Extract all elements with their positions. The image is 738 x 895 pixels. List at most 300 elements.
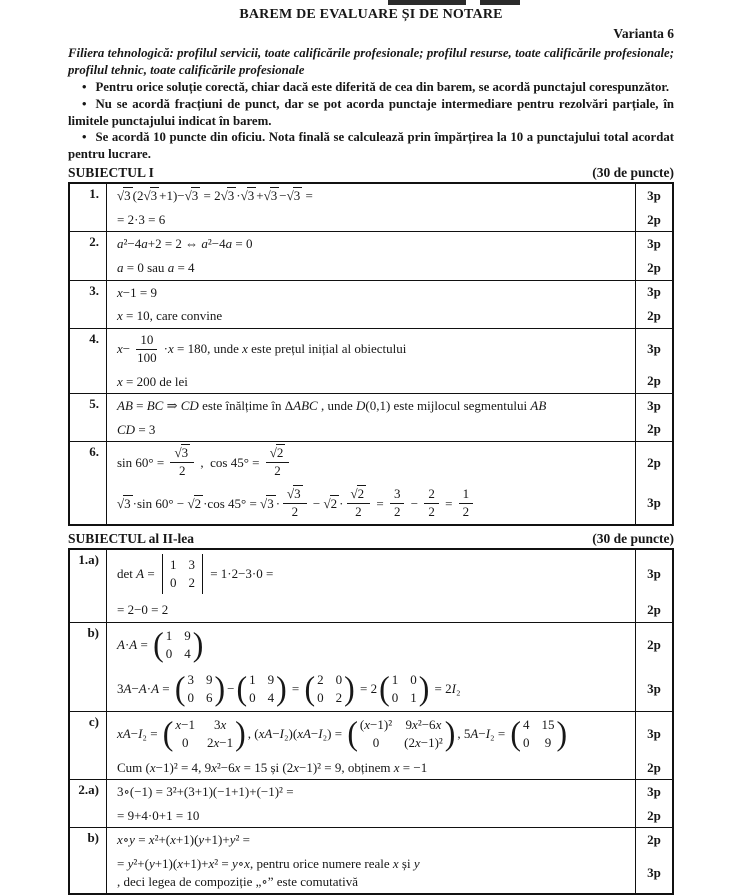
math-text: x bbox=[117, 373, 123, 389]
math-text: AB bbox=[530, 398, 547, 414]
points-value: 2p bbox=[647, 454, 661, 470]
radicand bbox=[270, 187, 280, 203]
math-text: − bbox=[122, 341, 131, 357]
upright-text: det bbox=[117, 566, 137, 582]
math-text: · bbox=[339, 495, 344, 511]
radicand bbox=[357, 485, 367, 501]
matrix-cell bbox=[542, 716, 555, 734]
radicand bbox=[123, 187, 133, 203]
matrix-cell bbox=[542, 734, 555, 752]
math-text: 0 bbox=[169, 575, 177, 591]
radicand bbox=[330, 495, 340, 511]
bullet-icon: • bbox=[82, 80, 87, 95]
math-text: 100 bbox=[137, 349, 157, 365]
math-text: 60° = bbox=[135, 454, 168, 470]
sqrt-radical bbox=[185, 187, 201, 205]
matrix-cell bbox=[523, 716, 530, 734]
bullet-icon: • bbox=[82, 130, 87, 145]
matrix-grid bbox=[188, 671, 213, 707]
fraction-numerator bbox=[136, 333, 157, 350]
points-value: 3p bbox=[647, 495, 661, 511]
upright-text: , bbox=[198, 759, 205, 775]
solution-content bbox=[107, 756, 636, 780]
math-text: = bbox=[137, 636, 152, 652]
math-text: I bbox=[138, 726, 143, 742]
matrix-grid bbox=[166, 627, 191, 663]
math-text: 3 bbox=[181, 445, 189, 461]
math-text: ₂)( bbox=[284, 726, 298, 742]
fraction-numerator bbox=[347, 487, 371, 504]
math-text: ∘ bbox=[237, 856, 245, 872]
section-heading-row bbox=[68, 165, 674, 181]
points-value: 2p bbox=[647, 636, 661, 652]
bullet-text: Pentru orice soluție corectă, chiar dacă este diferită de cea din barem, se acordă punctajul corespunzător. bbox=[95, 80, 670, 95]
left-paren-icon: ( bbox=[347, 715, 358, 753]
math-text: xA bbox=[117, 726, 131, 742]
math-text: 3 bbox=[124, 188, 131, 204]
math-text: 3 bbox=[117, 680, 124, 696]
sqrt-radical bbox=[117, 495, 133, 513]
solution-line bbox=[107, 184, 672, 208]
math-text: y bbox=[413, 856, 420, 872]
radical-sign-icon: √ bbox=[220, 188, 228, 204]
solution-content bbox=[107, 394, 636, 418]
math-text: 4 bbox=[184, 646, 191, 662]
math-text: 45° = bbox=[230, 454, 263, 470]
math-text: x bbox=[117, 308, 123, 324]
math-text: x bbox=[149, 759, 156, 775]
matrix bbox=[305, 671, 355, 707]
points-value: 2p bbox=[647, 807, 661, 823]
fraction bbox=[424, 487, 439, 520]
math-text: · bbox=[236, 188, 241, 204]
matrix-cell bbox=[360, 716, 392, 734]
math-text: = 15 bbox=[240, 759, 268, 775]
math-text: 2 bbox=[393, 503, 401, 519]
table-row bbox=[70, 712, 672, 781]
points-value: 3p bbox=[647, 284, 661, 300]
matrix-cell bbox=[410, 671, 417, 689]
points-value: 3p bbox=[647, 725, 661, 741]
math-text: CD bbox=[117, 421, 136, 437]
math-text: = 2−0 = 2 bbox=[117, 602, 169, 618]
sqrt-radical bbox=[241, 187, 257, 205]
math-text: − bbox=[272, 726, 280, 742]
math-text: = 180 bbox=[173, 341, 208, 357]
matrix bbox=[153, 627, 203, 663]
radicand bbox=[293, 187, 303, 203]
math-text: x bbox=[211, 759, 217, 775]
section-heading-row bbox=[68, 531, 674, 547]
matrix-cell bbox=[404, 734, 443, 752]
math-text: 3 bbox=[188, 556, 195, 572]
solution-content bbox=[107, 667, 636, 711]
solution-lines bbox=[107, 329, 672, 393]
math-text: 9 bbox=[206, 671, 213, 687]
math-text: · bbox=[124, 636, 130, 652]
solution-line bbox=[107, 370, 672, 394]
points-value: 2p bbox=[647, 211, 661, 227]
fraction-denominator bbox=[133, 350, 161, 366]
math-text: x bbox=[117, 341, 123, 357]
solution-content bbox=[107, 304, 636, 328]
solution-content bbox=[107, 780, 636, 804]
math-text: 0 bbox=[181, 735, 189, 751]
math-text: x bbox=[167, 341, 174, 357]
solution-content bbox=[107, 370, 636, 394]
solution-content bbox=[107, 329, 636, 370]
matrix-grid bbox=[175, 716, 233, 752]
matrix-cell bbox=[175, 716, 195, 734]
radical-sign-icon: √ bbox=[260, 495, 268, 511]
math-text: a bbox=[225, 236, 233, 252]
math-text: x bbox=[242, 341, 248, 357]
radical-sign-icon: √ bbox=[117, 495, 125, 511]
fraction-denominator bbox=[175, 463, 190, 479]
math-text: Δ bbox=[284, 398, 294, 414]
math-text: −1)² = 4 bbox=[155, 759, 199, 775]
math-text: 2 bbox=[274, 463, 281, 479]
math-text: 3 bbox=[213, 716, 221, 732]
bullet-text: Nu se acordă fracțiuni de punct, dar se pot acorda punctaje intermediare pentru rezolvări parțiale, în limitele punctajului indicat în barem. bbox=[68, 96, 674, 128]
left-paren-icon: ( bbox=[162, 715, 174, 753]
math-text: 2 bbox=[317, 671, 324, 687]
section-heading: SUBIECTUL I bbox=[68, 165, 154, 181]
math-text: xA bbox=[258, 726, 273, 742]
solution-line bbox=[107, 304, 672, 328]
math-text: A bbox=[123, 680, 132, 696]
upright-text: sin bbox=[117, 454, 136, 470]
math-text: 1 bbox=[249, 671, 256, 687]
upright-text: de lei bbox=[156, 373, 188, 389]
math-text: 2 bbox=[291, 503, 299, 519]
math-text: = 0 bbox=[123, 260, 144, 276]
fraction bbox=[133, 333, 161, 366]
sqrt-radical bbox=[174, 445, 190, 460]
solution-line bbox=[107, 852, 672, 893]
math-text: AB bbox=[117, 398, 133, 414]
matrix-grid bbox=[249, 671, 274, 707]
upright-text: și bbox=[398, 856, 414, 872]
solution-lines bbox=[107, 828, 672, 893]
fraction-numerator bbox=[424, 487, 439, 504]
math-text: 3 bbox=[247, 188, 255, 204]
solution-lines bbox=[107, 184, 672, 231]
math-text: +1)+ bbox=[183, 856, 209, 872]
points-value: 3p bbox=[647, 565, 661, 581]
bullet-point bbox=[68, 96, 674, 129]
solution-line bbox=[107, 281, 672, 305]
math-text: 4 bbox=[523, 716, 530, 732]
solution-content bbox=[107, 208, 636, 232]
solution-content bbox=[107, 483, 636, 524]
math-text: = 2 bbox=[356, 680, 378, 696]
upright-text: și bbox=[267, 759, 283, 775]
math-text: a bbox=[117, 236, 124, 252]
math-text: A bbox=[470, 726, 479, 742]
radicand bbox=[247, 187, 257, 203]
solution-line bbox=[107, 550, 672, 598]
solution-line bbox=[107, 418, 672, 442]
math-text: −1)² = 9 bbox=[299, 759, 342, 775]
upright-text: , unde bbox=[317, 398, 356, 414]
bullet-point bbox=[68, 129, 674, 162]
fraction bbox=[390, 487, 405, 520]
math-text: 1 bbox=[165, 627, 173, 643]
solution-content bbox=[107, 828, 636, 852]
matrix-cell bbox=[206, 689, 213, 707]
math-text: − bbox=[309, 495, 324, 511]
matrix-cell bbox=[268, 671, 275, 689]
math-text: −1)² bbox=[420, 735, 443, 751]
math-text: · bbox=[203, 495, 208, 511]
radicand bbox=[150, 187, 160, 203]
left-paren-icon: ( bbox=[510, 715, 522, 753]
math-text: ²+( bbox=[154, 832, 171, 848]
radicand bbox=[266, 495, 276, 511]
math-text: 0 bbox=[391, 690, 399, 706]
math-text: 0 bbox=[335, 671, 343, 687]
math-text: 2 bbox=[188, 575, 195, 591]
determinant bbox=[160, 554, 205, 594]
radical-sign-icon: √ bbox=[143, 188, 151, 204]
math-text: = bbox=[288, 680, 303, 696]
math-text: = 200 bbox=[122, 373, 157, 389]
math-text: 3 bbox=[187, 671, 194, 687]
points-value: 3p bbox=[647, 784, 661, 800]
upright-text: cos bbox=[207, 495, 229, 511]
fraction-denominator bbox=[351, 504, 366, 520]
math-text: = bbox=[373, 495, 387, 511]
points-value: 2p bbox=[647, 601, 661, 617]
matrix-cell bbox=[166, 645, 173, 663]
math-text: 2 bbox=[207, 735, 214, 751]
upright-text: sin bbox=[136, 495, 156, 511]
matrix-cell bbox=[410, 689, 417, 707]
left-paren-icon: ( bbox=[174, 670, 186, 708]
table-row bbox=[70, 780, 672, 828]
radical-sign-icon: √ bbox=[287, 486, 295, 502]
math-text: ₂) = bbox=[322, 726, 346, 742]
matrix-cell bbox=[207, 716, 233, 734]
solution-line bbox=[107, 756, 672, 780]
math-text: 0 bbox=[410, 671, 417, 687]
solution-line bbox=[107, 394, 672, 418]
math-text: 1 bbox=[462, 486, 470, 502]
page-title: BAREM DE EVALUARE ȘI DE NOTARE bbox=[239, 7, 503, 22]
matrix-cell bbox=[166, 627, 173, 645]
sqrt-radical bbox=[351, 486, 367, 501]
fraction-denominator bbox=[424, 504, 439, 520]
row-label: c) bbox=[70, 712, 107, 780]
radical-sign-icon: √ bbox=[174, 445, 182, 461]
math-text: 9 bbox=[204, 759, 212, 775]
right-paren-icon: ) bbox=[556, 715, 568, 753]
matrix-cell bbox=[170, 556, 177, 574]
math-text: − bbox=[478, 726, 486, 742]
math-text: BC bbox=[146, 398, 164, 414]
solution-content bbox=[107, 598, 636, 622]
math-text: +1)+ bbox=[204, 832, 230, 848]
math-text: x bbox=[412, 716, 418, 732]
math-text: x bbox=[117, 284, 123, 300]
right-paren-icon: ) bbox=[235, 715, 246, 753]
fraction bbox=[347, 487, 371, 520]
math-text: x bbox=[435, 716, 442, 732]
math-text: x bbox=[414, 735, 421, 751]
matrix-cell bbox=[188, 556, 195, 574]
sqrt-radical bbox=[143, 187, 159, 205]
score-table bbox=[68, 182, 674, 526]
matrix-cell bbox=[188, 574, 195, 592]
math-text: −1)² bbox=[370, 716, 393, 732]
matrix bbox=[236, 671, 286, 707]
radicand bbox=[293, 485, 303, 501]
math-text: 1 bbox=[391, 671, 399, 687]
math-text: · bbox=[132, 495, 137, 511]
math-text: 2 bbox=[428, 486, 435, 502]
sqrt-radical bbox=[287, 187, 303, 205]
matrix-grid bbox=[317, 671, 342, 707]
fraction bbox=[459, 487, 474, 520]
upright-text: , bbox=[247, 726, 255, 742]
math-text: 9 bbox=[267, 671, 275, 687]
points-value: 3p bbox=[647, 680, 661, 696]
solution-content bbox=[107, 418, 636, 442]
math-text: −1 bbox=[219, 735, 234, 751]
math-text: · bbox=[163, 341, 168, 357]
math-text: (2 bbox=[404, 735, 415, 751]
solution-content bbox=[107, 550, 636, 598]
solution-line bbox=[107, 232, 672, 256]
math-text: 9 bbox=[405, 716, 413, 732]
upright-text: , obținem bbox=[341, 759, 394, 775]
math-text: 3 bbox=[227, 188, 235, 204]
radicand bbox=[181, 444, 191, 460]
math-text: 10 bbox=[140, 331, 154, 347]
row-label: 2. bbox=[70, 232, 107, 279]
solution-line bbox=[107, 483, 672, 524]
math-text: = bbox=[302, 188, 313, 204]
math-text: − bbox=[131, 680, 139, 696]
math-text: − bbox=[310, 726, 319, 742]
fraction-numerator bbox=[283, 487, 307, 504]
solution-lines bbox=[107, 550, 672, 622]
points-value: 2p bbox=[647, 759, 661, 775]
fraction-denominator bbox=[270, 463, 285, 479]
math-text: 3 bbox=[293, 188, 301, 204]
matrix bbox=[510, 716, 567, 752]
matrix-cell bbox=[184, 645, 191, 663]
math-text: ² = bbox=[214, 856, 233, 872]
radical-sign-icon: √ bbox=[323, 495, 331, 511]
points-value: 3p bbox=[647, 341, 661, 357]
math-text: x bbox=[244, 856, 250, 872]
fraction bbox=[283, 487, 307, 520]
math-text: y bbox=[198, 832, 205, 848]
points-value: 2p bbox=[647, 307, 661, 323]
math-text: xA bbox=[297, 726, 311, 742]
math-text: ₂ bbox=[455, 680, 461, 696]
math-text: = 2 bbox=[200, 188, 221, 204]
math-text: 4 bbox=[267, 690, 275, 706]
solution-line bbox=[107, 598, 672, 622]
math-text: 3 bbox=[267, 495, 274, 511]
row-label: b) bbox=[70, 828, 107, 893]
solution-line bbox=[107, 780, 672, 804]
math-text: I bbox=[318, 726, 323, 742]
math-text: ( bbox=[254, 726, 259, 742]
right-paren-icon: ) bbox=[418, 670, 430, 708]
upright-text: este mijlocul segmentului bbox=[390, 398, 531, 414]
math-text: y bbox=[232, 856, 238, 872]
left-paren-icon: ( bbox=[236, 670, 248, 708]
matrix-cell bbox=[317, 689, 324, 707]
math-text: x bbox=[364, 716, 371, 732]
row-label: 2.a) bbox=[70, 780, 107, 827]
solution-content bbox=[107, 184, 636, 208]
math-text: y bbox=[148, 856, 155, 872]
math-text: ₂ = bbox=[142, 726, 161, 742]
matrix-cell bbox=[392, 689, 399, 707]
math-text: 2 bbox=[179, 463, 186, 479]
matrix bbox=[163, 716, 246, 752]
upright-text: , bbox=[457, 726, 464, 742]
solution-line bbox=[107, 256, 672, 280]
math-text: 3 bbox=[270, 188, 278, 204]
math-text: 2 bbox=[462, 503, 470, 519]
left-paren-icon: ( bbox=[153, 626, 164, 663]
solution-content bbox=[107, 623, 636, 667]
matrix-cell bbox=[404, 716, 443, 734]
math-text: 0 bbox=[317, 690, 324, 706]
math-text: 0 bbox=[165, 646, 173, 662]
variant-label: Varianta 6 bbox=[613, 26, 674, 41]
math-text: x bbox=[177, 856, 183, 872]
matrix bbox=[347, 716, 455, 752]
solution-lines bbox=[107, 232, 672, 279]
instructions-list bbox=[68, 79, 674, 162]
radicand bbox=[276, 444, 286, 460]
math-text: 2 bbox=[194, 495, 202, 511]
matrix-grid bbox=[162, 554, 203, 594]
math-text: 9 bbox=[184, 627, 191, 643]
fraction bbox=[266, 446, 290, 479]
row-label: 1.a) bbox=[70, 550, 107, 622]
upright-text: este înălțime în bbox=[198, 398, 285, 414]
math-text: x bbox=[170, 832, 176, 848]
math-text: ( bbox=[145, 759, 150, 775]
math-text: (0,1) bbox=[365, 398, 391, 414]
sqrt-radical bbox=[270, 445, 286, 460]
sqrt-radical bbox=[187, 495, 203, 513]
table-row bbox=[70, 394, 672, 442]
math-text: a bbox=[167, 260, 175, 276]
row-label: 3. bbox=[70, 281, 107, 328]
upright-text: , cos bbox=[197, 454, 231, 470]
matrix-cell bbox=[206, 671, 213, 689]
math-text: ²−6 bbox=[216, 759, 235, 775]
math-text: = bbox=[132, 398, 147, 414]
table-row bbox=[70, 623, 672, 712]
solution-content bbox=[107, 281, 636, 305]
upright-text: , pentru orice numere reale bbox=[249, 856, 393, 872]
math-text: = 4 bbox=[174, 260, 195, 276]
table-row bbox=[70, 232, 672, 280]
fraction-denominator bbox=[459, 504, 474, 520]
math-text: 0 bbox=[523, 735, 530, 751]
math-text: = bbox=[159, 680, 173, 696]
